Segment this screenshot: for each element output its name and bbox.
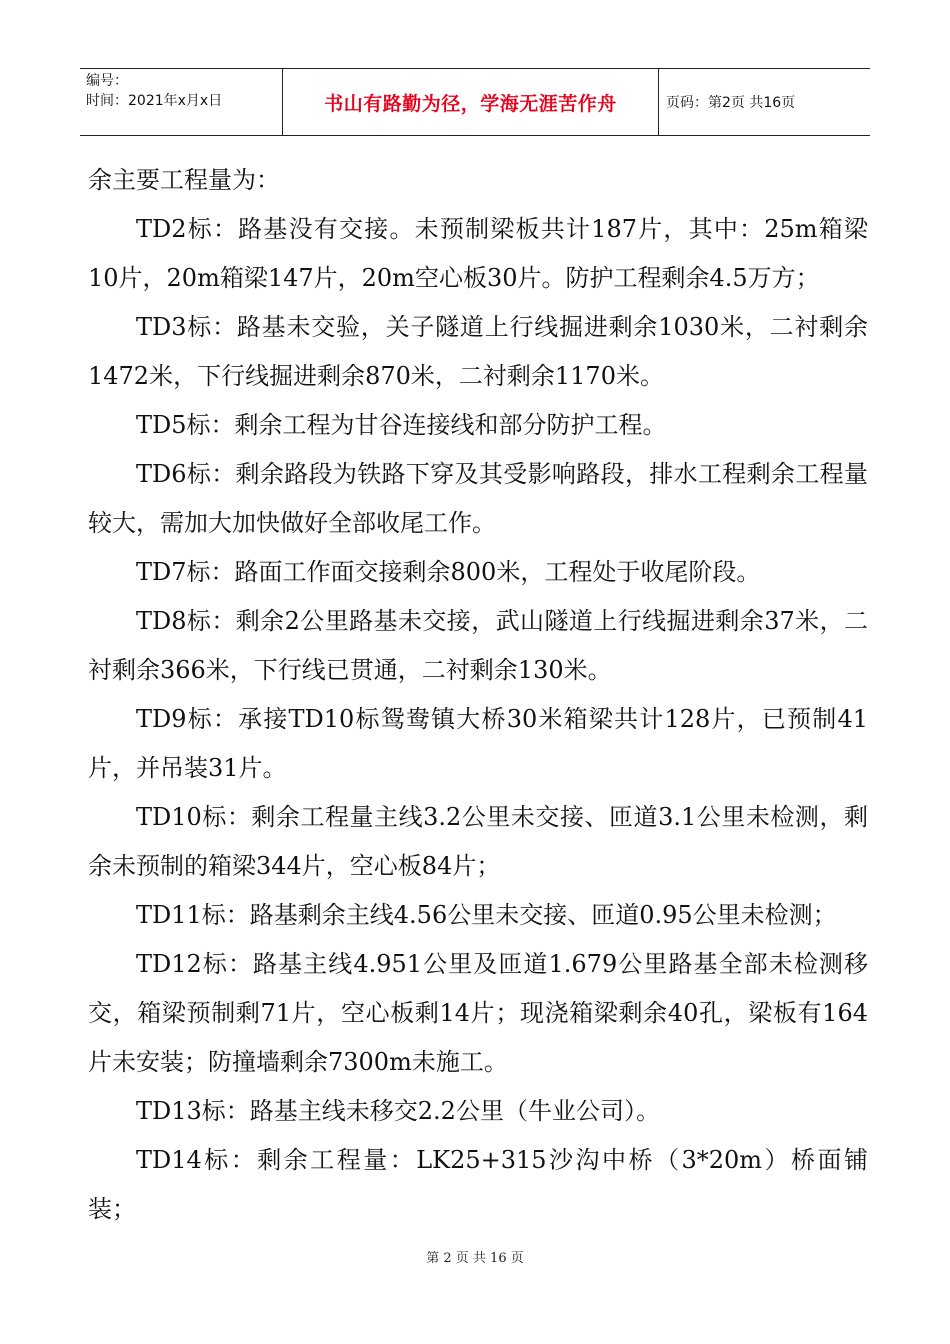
paragraph-intro: 余主要工程量为： (88, 166, 280, 194)
paragraph-td5: TD5标：剩余工程为甘谷连接线和部分防护工程。 (136, 411, 667, 439)
paragraph-td10: TD10标：剩余工程量主线3.2公里未交接、匝道3.1公里未检测，剩余未预制的箱梁344片，空心板84片； (88, 803, 868, 880)
header-meta (80, 69, 283, 135)
paragraph-td12: TD12标：路基主线4.951公里及匝道1.679公里路基全部未检测移交，箱梁预制剩71片，空心板剩14片；现浇箱梁剩余40孔，梁板有164片未安装；防撞墙剩余7300m未施工。 (88, 950, 868, 1076)
header-page-info: 页码：第2页 共16页 (666, 95, 796, 111)
document-time-label: 时间：2021年x月x日 (86, 93, 223, 109)
page-header (80, 68, 870, 136)
paragraph-td6: TD6标：剩余路段为铁路下穿及其受影响路段，排水工程剩余工程量较大，需加大加快做好全部收尾工作。 (88, 460, 868, 537)
paragraph-td7: TD7标：路面工作面交接剩余800米，工程处于收尾阶段。 (136, 558, 761, 586)
header-page-info-cell (659, 69, 870, 135)
paragraph-td8: TD8标：剩余2公里路基未交接，武山隧道上行线掘进剩余37米，二衬剩余366米，下行线已贯通，二衬剩余130米。 (88, 607, 868, 684)
paragraph-td13: TD13标：路基主线未移交2.2公里（牛业公司）。 (136, 1097, 660, 1125)
paragraph-td3: TD3标：路基未交验，关子隧道上行线掘进剩余1030米，二衬剩余1472米，下行线掘进剩余870米，二衬剩余1170米。 (88, 313, 868, 390)
paragraph-td14: TD14标：剩余工程量：LK25+315沙沟中桥（3*20m）桥面铺装； (88, 1146, 868, 1223)
document-number-label: 编号： (86, 73, 128, 89)
paragraph-td2: TD2标：路基没有交接。未预制梁板共计187片，其中：25m箱梁10片，20m箱梁147片，20m空心板30片。防护工程剩余4.5万方； (88, 215, 868, 292)
header-motto: 书山有路勤为径，学海无涯苦作舟 (324, 92, 617, 115)
paragraph-td11: TD11标：路基剩余主线4.56公里未交接、匝道0.95公里未检测； (136, 901, 837, 929)
paragraph-td9: TD9标：承接TD10标鸳鸯镇大桥30米箱梁共计128片，已预制41片，并吊装31片。 (88, 705, 868, 782)
document-body (88, 156, 868, 1234)
page-footer: 第 2 页 共 16 页 (426, 1251, 524, 1266)
header-motto-cell (283, 69, 659, 135)
